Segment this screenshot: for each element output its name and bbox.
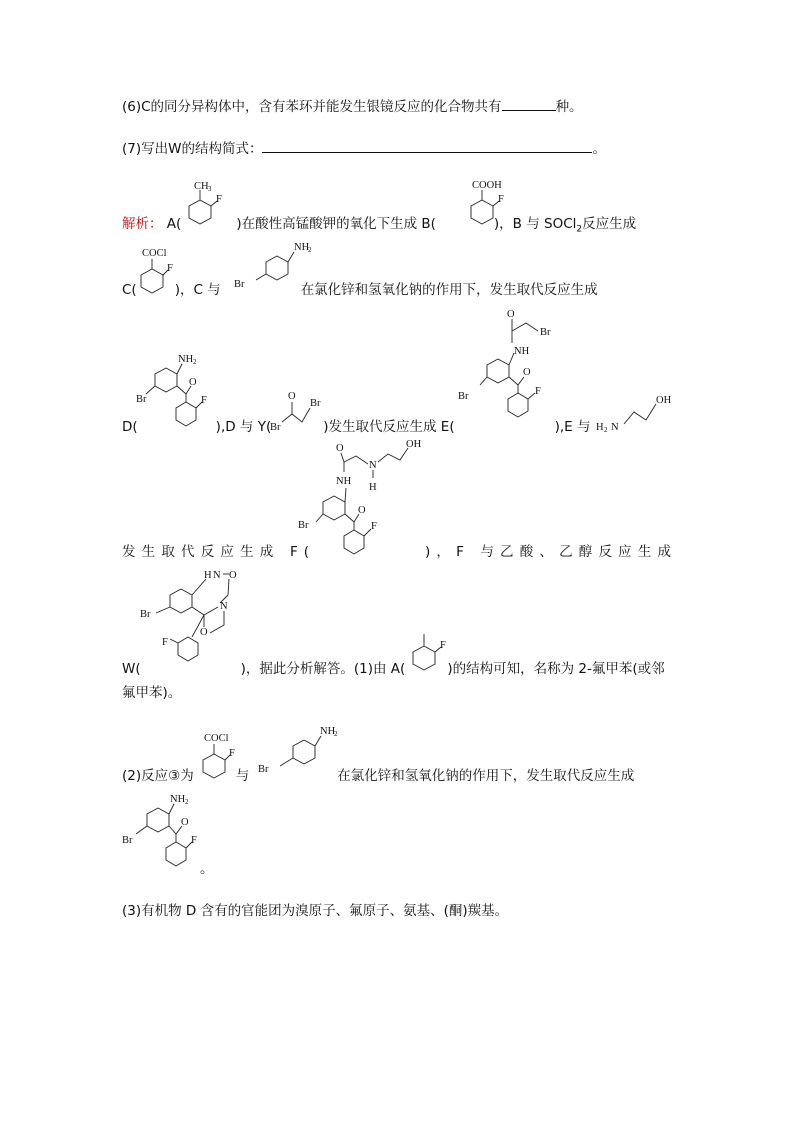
structure-a-2-fluorotoluene bbox=[404, 620, 454, 678]
nh2-label: NH bbox=[178, 354, 194, 365]
question-6 bbox=[122, 97, 583, 116]
structure-e bbox=[450, 305, 570, 435]
text: (2)反应③为 bbox=[122, 768, 194, 784]
text: )，C 与 bbox=[174, 282, 221, 298]
nh-label: NH bbox=[514, 346, 530, 357]
ch3-label: CH bbox=[194, 181, 209, 192]
answer-2-end bbox=[200, 860, 214, 878]
structure-f bbox=[296, 438, 456, 558]
text: )，F 与乙酸、乙醇反应生成 bbox=[424, 544, 678, 560]
structure-c-acyl-chloride bbox=[197, 726, 247, 786]
o-label: O bbox=[229, 570, 237, 581]
n-label: N bbox=[369, 460, 377, 471]
br-label: Br bbox=[122, 835, 133, 846]
analysis-line-5 bbox=[122, 660, 665, 678]
br-label: Br bbox=[140, 609, 151, 620]
text: ),D 与 Y( bbox=[215, 419, 272, 435]
o-label: O bbox=[288, 391, 296, 402]
text: 反应生成 bbox=[582, 216, 637, 232]
text: A( bbox=[166, 216, 182, 232]
q6-text-a: (6)C的同分异构体中，含有苯环并能发生银镜反应的化合物共有 bbox=[122, 99, 502, 115]
o-label: O bbox=[523, 367, 531, 378]
nh2-label: NH bbox=[320, 726, 336, 737]
cocl-label: COCl bbox=[142, 248, 167, 259]
f-label: F bbox=[498, 194, 504, 205]
o-label: O bbox=[181, 817, 189, 828]
text: )，据此分析解答。(1)由 A( bbox=[240, 661, 406, 677]
text: ),E 与 bbox=[554, 419, 591, 435]
text: 发生取代反应生成 F( bbox=[122, 544, 315, 560]
br-label: Br bbox=[234, 279, 245, 290]
answer-blank[interactable] bbox=[502, 97, 556, 111]
f-label: F bbox=[216, 194, 222, 205]
o-label: O bbox=[336, 443, 344, 454]
br-label: Br bbox=[136, 394, 147, 405]
structure-ethanolamine bbox=[594, 390, 684, 436]
oh-label: OH bbox=[406, 439, 422, 450]
n-label: N bbox=[611, 422, 619, 433]
structure-w bbox=[136, 565, 246, 665]
text: )发生取代反应生成 E( bbox=[323, 419, 455, 435]
answer-3-line bbox=[122, 902, 508, 920]
cooh-label: COOH bbox=[472, 180, 502, 191]
o-label: O bbox=[200, 627, 208, 638]
structure-4-bromoaniline bbox=[232, 238, 312, 294]
text: W( bbox=[122, 661, 141, 677]
oh-label: OH bbox=[656, 395, 672, 406]
structure-b-2-fluorobenzoic-acid bbox=[462, 175, 522, 231]
text: (3)有机物 D 含有的官能团为溴原子、氟原子、氨基、(酮)羰基。 bbox=[122, 903, 509, 919]
n-label: N bbox=[220, 601, 228, 612]
f-label: F bbox=[229, 748, 235, 759]
q7-text-b: 。 bbox=[592, 141, 606, 157]
f-label: F bbox=[371, 521, 377, 532]
o-label: O bbox=[507, 309, 515, 320]
subscript: 2 bbox=[576, 224, 583, 235]
subscript: 2 bbox=[193, 358, 197, 366]
structure-d bbox=[120, 790, 210, 880]
text: 在氯化锌和氢氧化钠的作用下，发生取代反应生成 bbox=[337, 768, 635, 784]
q7-text-a: (7)写出W的结构简式： bbox=[122, 141, 263, 157]
nh2-label: NH bbox=[170, 794, 186, 805]
q6-text-b: 种。 bbox=[555, 99, 583, 115]
text: 与 bbox=[235, 768, 250, 784]
subscript: 2 bbox=[604, 426, 608, 434]
br-label: Br bbox=[270, 422, 281, 433]
o-label: O bbox=[358, 505, 366, 516]
h-label: H bbox=[369, 482, 377, 493]
text: 。 bbox=[200, 861, 214, 877]
br-label: Br bbox=[258, 764, 269, 775]
nh2-label: NH bbox=[294, 242, 310, 253]
analysis-label: 解析： bbox=[122, 216, 163, 232]
f-label: F bbox=[167, 263, 173, 274]
structure-d bbox=[136, 350, 216, 440]
n-label: N bbox=[213, 570, 221, 581]
answer-blank[interactable] bbox=[262, 139, 592, 153]
text: )在酸性高锰酸钾的氧化下生成 B( bbox=[236, 216, 436, 232]
o-label: O bbox=[189, 377, 197, 388]
text: 氟甲苯)。 bbox=[122, 685, 182, 701]
f-label: F bbox=[440, 640, 446, 651]
text: )的结构可知，名称为 2-氟甲苯(或邻 bbox=[447, 661, 665, 677]
subscript: 3 bbox=[208, 185, 212, 193]
f-label: F bbox=[535, 386, 541, 397]
subscript: 2 bbox=[308, 246, 312, 254]
br-label: Br bbox=[298, 520, 309, 531]
subscript: 2 bbox=[334, 730, 338, 738]
structure-y-bromoacetyl-bromide bbox=[268, 388, 328, 433]
analysis-line-6 bbox=[122, 684, 181, 702]
text: )，B 与 SOCl bbox=[493, 216, 577, 232]
text: 在氯化锌和氢氧化钠的作用下，发生取代反应生成 bbox=[300, 282, 598, 298]
br-label: Br bbox=[310, 398, 321, 409]
text: C( bbox=[122, 282, 137, 298]
f-label: F bbox=[191, 835, 197, 846]
structure-c-acyl-chloride bbox=[135, 243, 185, 299]
structure-4-bromoaniline bbox=[256, 722, 346, 780]
f-label: F bbox=[162, 637, 168, 648]
subscript: 2 bbox=[185, 798, 189, 806]
question-7 bbox=[122, 139, 606, 158]
analysis-line-4 bbox=[122, 543, 677, 561]
br-label: Br bbox=[458, 391, 469, 402]
br-label: Br bbox=[540, 327, 551, 338]
h-label: H bbox=[204, 570, 212, 581]
analysis-line-2 bbox=[122, 281, 598, 299]
text: D( bbox=[122, 419, 138, 435]
f-label: F bbox=[201, 395, 207, 406]
nh-label: NH bbox=[336, 476, 352, 487]
h-label: H bbox=[596, 422, 604, 433]
cocl-label: COCl bbox=[204, 733, 229, 744]
structure-a-2-fluorotoluene bbox=[180, 178, 230, 232]
